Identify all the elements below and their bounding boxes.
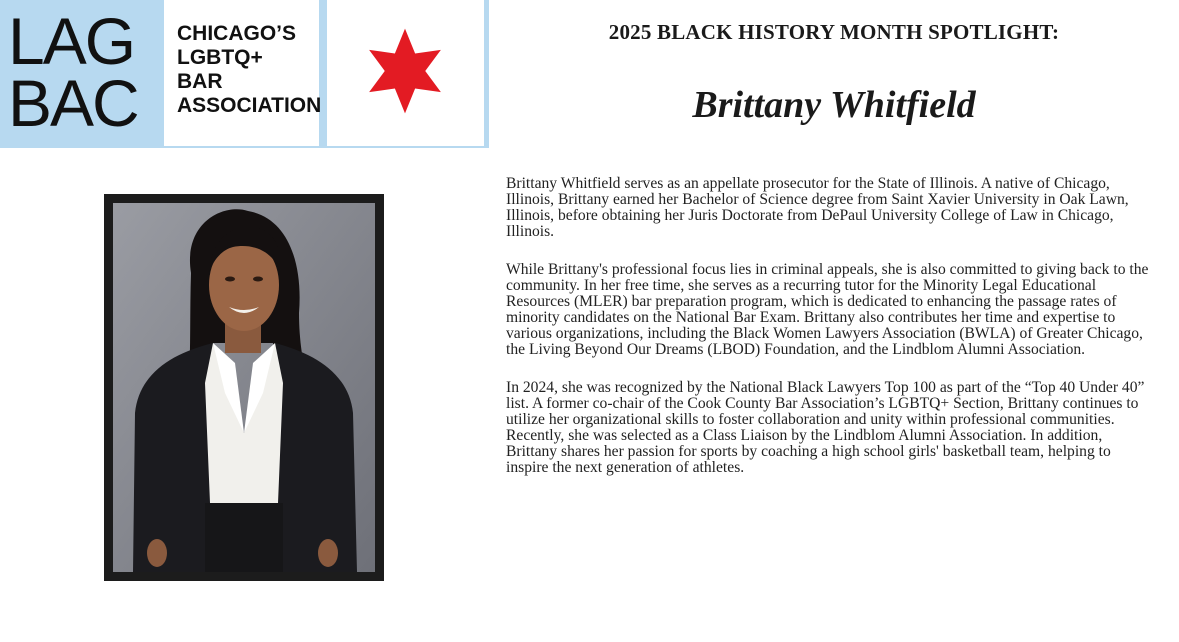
logo-wordmark-line-1: LAG	[8, 4, 135, 78]
spotlight-title: 2025 BLACK HISTORY MONTH SPOTLIGHT:	[608, 20, 1060, 44]
logo-text-line-2: LGBTQ+	[177, 46, 263, 69]
logo-wordmark-line-2: BAC	[8, 66, 138, 140]
bio-paragraph-1: Brittany Whitfield serves as an appellate prosecutor for the State of Illinois. A native of Chicago, Illinois, Brittany earned her Bachelor of Science degree from Saint Xavier University in Oak Lawn, Illinois, before obtaining her Juris Doctorate from DePaul University College of Law in Chicago, Illinois.	[506, 175, 1129, 240]
portrait-photo	[113, 203, 375, 572]
logo-wordmark	[0, 0, 160, 148]
logo-text-line-1: CHICAGO’S	[177, 22, 297, 45]
biography	[506, 176, 1156, 498]
logo-text-line-3: BAR	[177, 70, 223, 93]
logo-association-name	[164, 0, 322, 146]
bio-paragraph-3: In 2024, she was recognized by the National Black Lawyers Top 100 as part of the “Top 40 Under 40” list. A former co-chair of the Cook County Bar Association’s LGBTQ+ Section, Brittany continues to utilize her organizational skills to foster collaboration and unity within professional communities. Recently, she was selected as a Class Liaison by the Lindblom Alumni Association. In addition, Brittany shares her passion for sports by coaching a high school girls' basketball team, helping to inspire the next generation of athletes.	[506, 379, 1145, 476]
portrait-photo-frame	[104, 194, 384, 581]
lagbac-logo	[0, 0, 489, 148]
chicago-star-icon	[359, 25, 451, 117]
bio-paragraph-2: While Brittany's professional focus lies in criminal appeals, she is also committed to giving back to the community. In her free time, she serves as a recurring tutor for the Minority Legal Educational Resources (MLER) bar preparation program, which is dedicated to enhancing the passage rates of minority candidates on the National Bar Exam. Brittany also contributes her time and expertise to various organizations, including the Black Women Lawyers Association (BWLA) of Greater Chicago, the Living Beyond Our Dreams (LBOD) Foundation, and the Lindblom Alumni Association.	[506, 261, 1149, 358]
person-name: Brittany Whitfield	[692, 84, 976, 126]
logo-text-line-4: ASSOCIATION	[177, 94, 322, 117]
logo-star-panel	[327, 0, 484, 146]
